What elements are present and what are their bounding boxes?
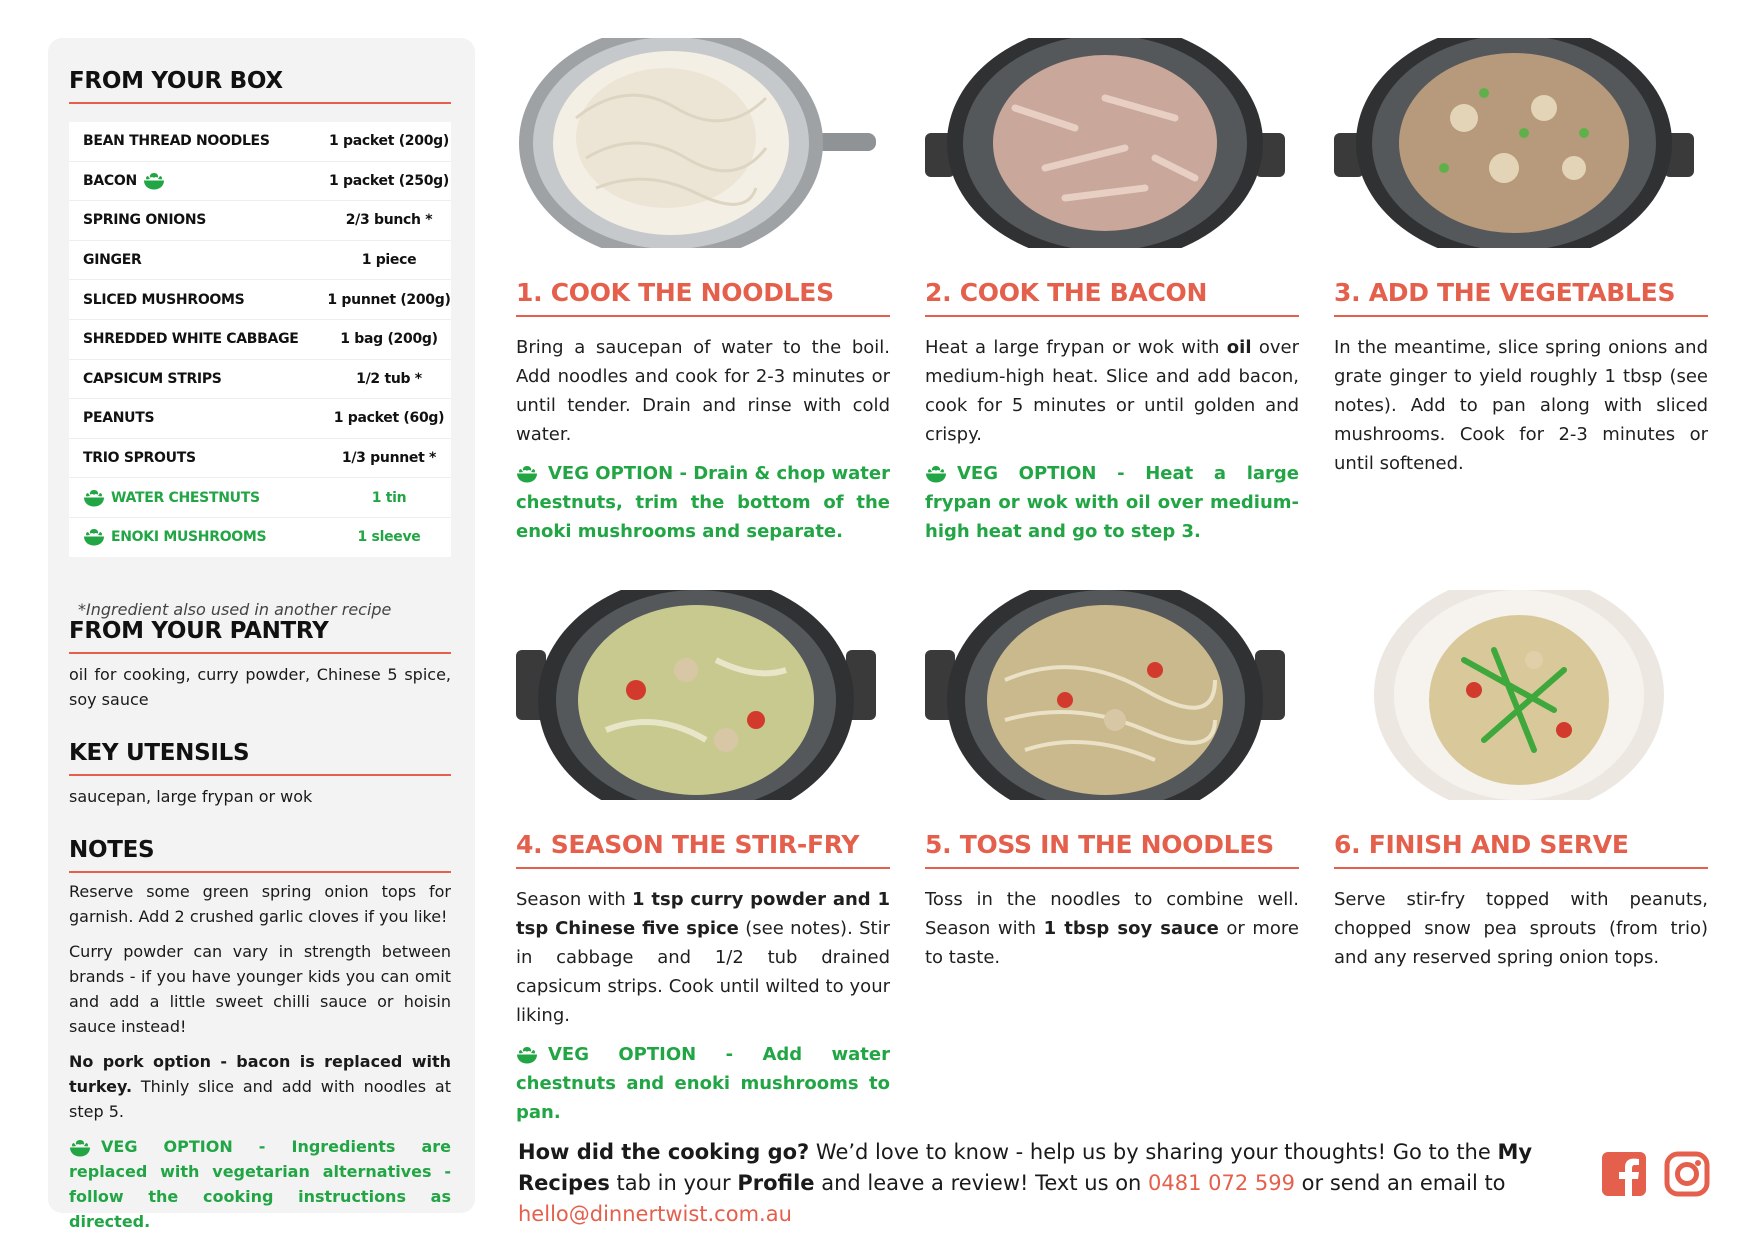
key-utensils-title: KEY UTENSILS	[69, 740, 451, 776]
veg-bowl-icon	[69, 1138, 91, 1158]
ingredient-name: TRIO SPROUTS	[83, 450, 196, 467]
veg-option-text: VEG OPTION - Ingredients are replaced with vegetarian alternatives - follow the cooking instructions as directed.	[69, 1137, 451, 1231]
veg-option-text: VEG OPTION - Add water chestnuts and enoki mushrooms to pan.	[516, 1044, 890, 1123]
ingredient-name: WATER CHESTNUTS	[111, 489, 260, 506]
bacon-in-pan-photo	[925, 38, 1285, 248]
ingredient-name: ENOKI MUSHROOMS	[111, 529, 267, 546]
step-4-body	[516, 885, 890, 1137]
vegetables-in-pan-photo	[1334, 38, 1694, 248]
veg-bowl-icon	[83, 527, 105, 547]
ingredients-table	[69, 122, 451, 557]
text-segment: over medium-high heat. Slice and add bacon, cook for 5 minutes or until golden and crispy.	[925, 337, 1299, 445]
utensils-text: saucepan, large frypan or wok	[69, 787, 313, 806]
text-segment: Season with	[516, 889, 633, 910]
table-row	[69, 320, 451, 360]
notes-body	[69, 879, 451, 1244]
ingredient-name-cell	[69, 527, 327, 547]
step-text	[516, 885, 890, 1030]
ingredient-name: SLICED MUSHROOMS	[83, 291, 245, 308]
step-3-title: 3. ADD THE VEGETABLES	[1334, 278, 1708, 317]
ingredient-qty: 1 sleeve	[357, 529, 421, 546]
notes-paragraph: Curry powder can vary in strength between brands - if you have younger kids you can omit and add a little sweet chilli sauce or hoisin sauce instead!	[69, 942, 451, 1036]
table-row-veg	[69, 478, 451, 518]
notes-paragraph: Reserve some green spring onion tops for garnish. Add 2 crushed garlic cloves if you like!	[69, 882, 451, 926]
ingredient-qty: 1 piece	[361, 252, 417, 269]
step-2-title: 2. COOK THE BACON	[925, 278, 1299, 317]
veg-bowl-icon	[83, 488, 105, 508]
text-segment: and leave a review! Text us on	[814, 1171, 1149, 1195]
ingredient-name: SPRING ONIONS	[83, 212, 207, 229]
footnote: *Ingredient also used in another recipe	[78, 600, 392, 619]
veg-option-note	[516, 459, 890, 546]
veg-option-text: VEG OPTION - Heat a large frypan or wok with oil over medium-high heat and go to step 3.	[925, 463, 1299, 542]
table-row	[69, 360, 451, 400]
ingredient-qty: 1 packet (200g)	[329, 133, 449, 150]
finished-dish-photo	[1334, 590, 1694, 800]
step-6-body	[1334, 885, 1708, 982]
ingredient-qty: 1/2 tub *	[356, 370, 422, 387]
step-6-title: 6. FINISH AND SERVE	[1334, 830, 1708, 869]
table-row	[69, 439, 451, 479]
ingredient-qty: 1 packet (250g)	[329, 172, 449, 189]
table-row-veg	[69, 518, 451, 557]
ingredient-qty: 1 packet (60g)	[333, 410, 445, 427]
step-5-body	[925, 885, 1299, 982]
step-text: Bring a saucepan of water to the boil. Add noodles and cook for 2-3 minutes or until tender. Drain and rinse with cold water.	[516, 337, 890, 445]
ingredient-qty: 1 punnet (200g)	[327, 291, 451, 308]
profile-label: Profile	[737, 1171, 815, 1195]
ingredient-qty: 2/3 bunch *	[345, 212, 433, 229]
from-your-pantry-title: FROM YOUR PANTRY	[69, 618, 451, 654]
veg-option-note	[925, 459, 1299, 546]
veg-bowl-icon	[516, 464, 538, 484]
text-segment: Heat a large frypan or wok with	[925, 337, 1227, 358]
table-row	[69, 280, 451, 320]
ingredient-qty: 1 bag (200g)	[340, 331, 438, 348]
veg-bowl-icon	[143, 171, 165, 191]
facebook-icon[interactable]	[1601, 1151, 1647, 1197]
text-segment: or send an email to	[1295, 1171, 1506, 1195]
table-row	[69, 122, 451, 162]
step-text: In the meantime, slice spring onions and grate ginger to yield roughly 1 tbsp (see notes). Add to pan along with sliced mushrooms. Cook for 2-3 minutes or until softened.	[1334, 337, 1708, 474]
step-text	[925, 885, 1299, 972]
step-text	[925, 333, 1299, 449]
text-segment: or more to taste.	[925, 918, 1299, 968]
my-recipes-label: My Recipes	[518, 1140, 1533, 1195]
table-row	[69, 201, 451, 241]
phone-link[interactable]: 0481 072 599	[1148, 1171, 1295, 1195]
text-segment: (see notes). Stir in cabbage and 1/2 tub drained capsicum strips. Cook until wilted to your liking.	[516, 918, 891, 1026]
veg-option-text: VEG OPTION - Drain & chop water chestnuts, trim the bottom of the enoki mushrooms and separate.	[516, 463, 890, 542]
ingredient-name: SHREDDED WHITE CABBAGE	[83, 331, 299, 348]
noodles-in-colander-photo	[516, 38, 876, 248]
ingredient-qty: 1/3 punnet *	[341, 450, 437, 467]
ingredient-name: CAPSICUM STRIPS	[83, 370, 222, 387]
notes-bold: No pork option - bacon is replaced with turkey.	[69, 1052, 451, 1096]
feedback-message	[518, 1137, 1598, 1230]
text-segment: tab in your	[609, 1171, 738, 1195]
from-your-box-title: FROM YOUR BOX	[69, 68, 451, 104]
noodles-tossed-photo	[925, 590, 1285, 800]
bold-segment: 1 tbsp soy sauce	[1043, 918, 1219, 939]
veg-bowl-icon	[925, 464, 947, 484]
table-row	[69, 241, 451, 281]
email-link[interactable]: hello@dinnertwist.com.au	[518, 1202, 792, 1226]
step-2-body	[925, 333, 1299, 556]
bold-segment: oil	[1226, 337, 1252, 358]
text-segment: We’d love to know - help us by sharing your thoughts! Go to the	[809, 1140, 1498, 1164]
notes-text: Thinly slice and add with noodles at step 5.	[69, 1077, 451, 1121]
step-1-body	[516, 333, 890, 556]
ingredient-qty: 1 tin	[371, 489, 407, 506]
step-3-body	[1334, 333, 1708, 488]
instagram-icon[interactable]	[1664, 1151, 1710, 1197]
stir-fry-seasoned-photo	[516, 590, 876, 800]
step-4-title: 4. SEASON THE STIR-FRY	[516, 830, 890, 869]
table-row	[69, 399, 451, 439]
ingredient-name: GINGER	[83, 252, 142, 269]
ingredient-name-cell	[69, 171, 327, 191]
pantry-text: oil for cooking, curry powder, Chinese 5 spice, soy sauce	[69, 665, 451, 709]
ingredient-name: BACON	[83, 172, 137, 189]
step-5-title: 5. TOSS IN THE NOODLES	[925, 830, 1299, 869]
notes-title: NOTES	[69, 837, 451, 873]
veg-option-note	[516, 1040, 890, 1127]
ingredient-name: PEANUTS	[83, 410, 155, 427]
veg-option-note	[69, 1134, 451, 1234]
veg-bowl-icon	[516, 1045, 538, 1065]
ingredients-sidebar	[48, 38, 475, 1231]
step-1-title: 1. COOK THE NOODLES	[516, 278, 890, 317]
ingredient-name: BEAN THREAD NOODLES	[83, 133, 270, 150]
text-segment: Toss in the noodles to combine well. Season with	[925, 889, 1299, 939]
ingredient-name-cell	[69, 488, 327, 508]
table-row	[69, 162, 451, 202]
bold-segment: 1 tsp curry powder and 1 tsp Chinese five spice	[516, 889, 890, 939]
step-text: Serve stir-fry topped with peanuts, chopped snow pea sprouts (from trio) and any reserved spring onion tops.	[1334, 889, 1708, 968]
bold-segment: How did the cooking go?	[518, 1140, 810, 1164]
notes-paragraph	[69, 1049, 451, 1124]
